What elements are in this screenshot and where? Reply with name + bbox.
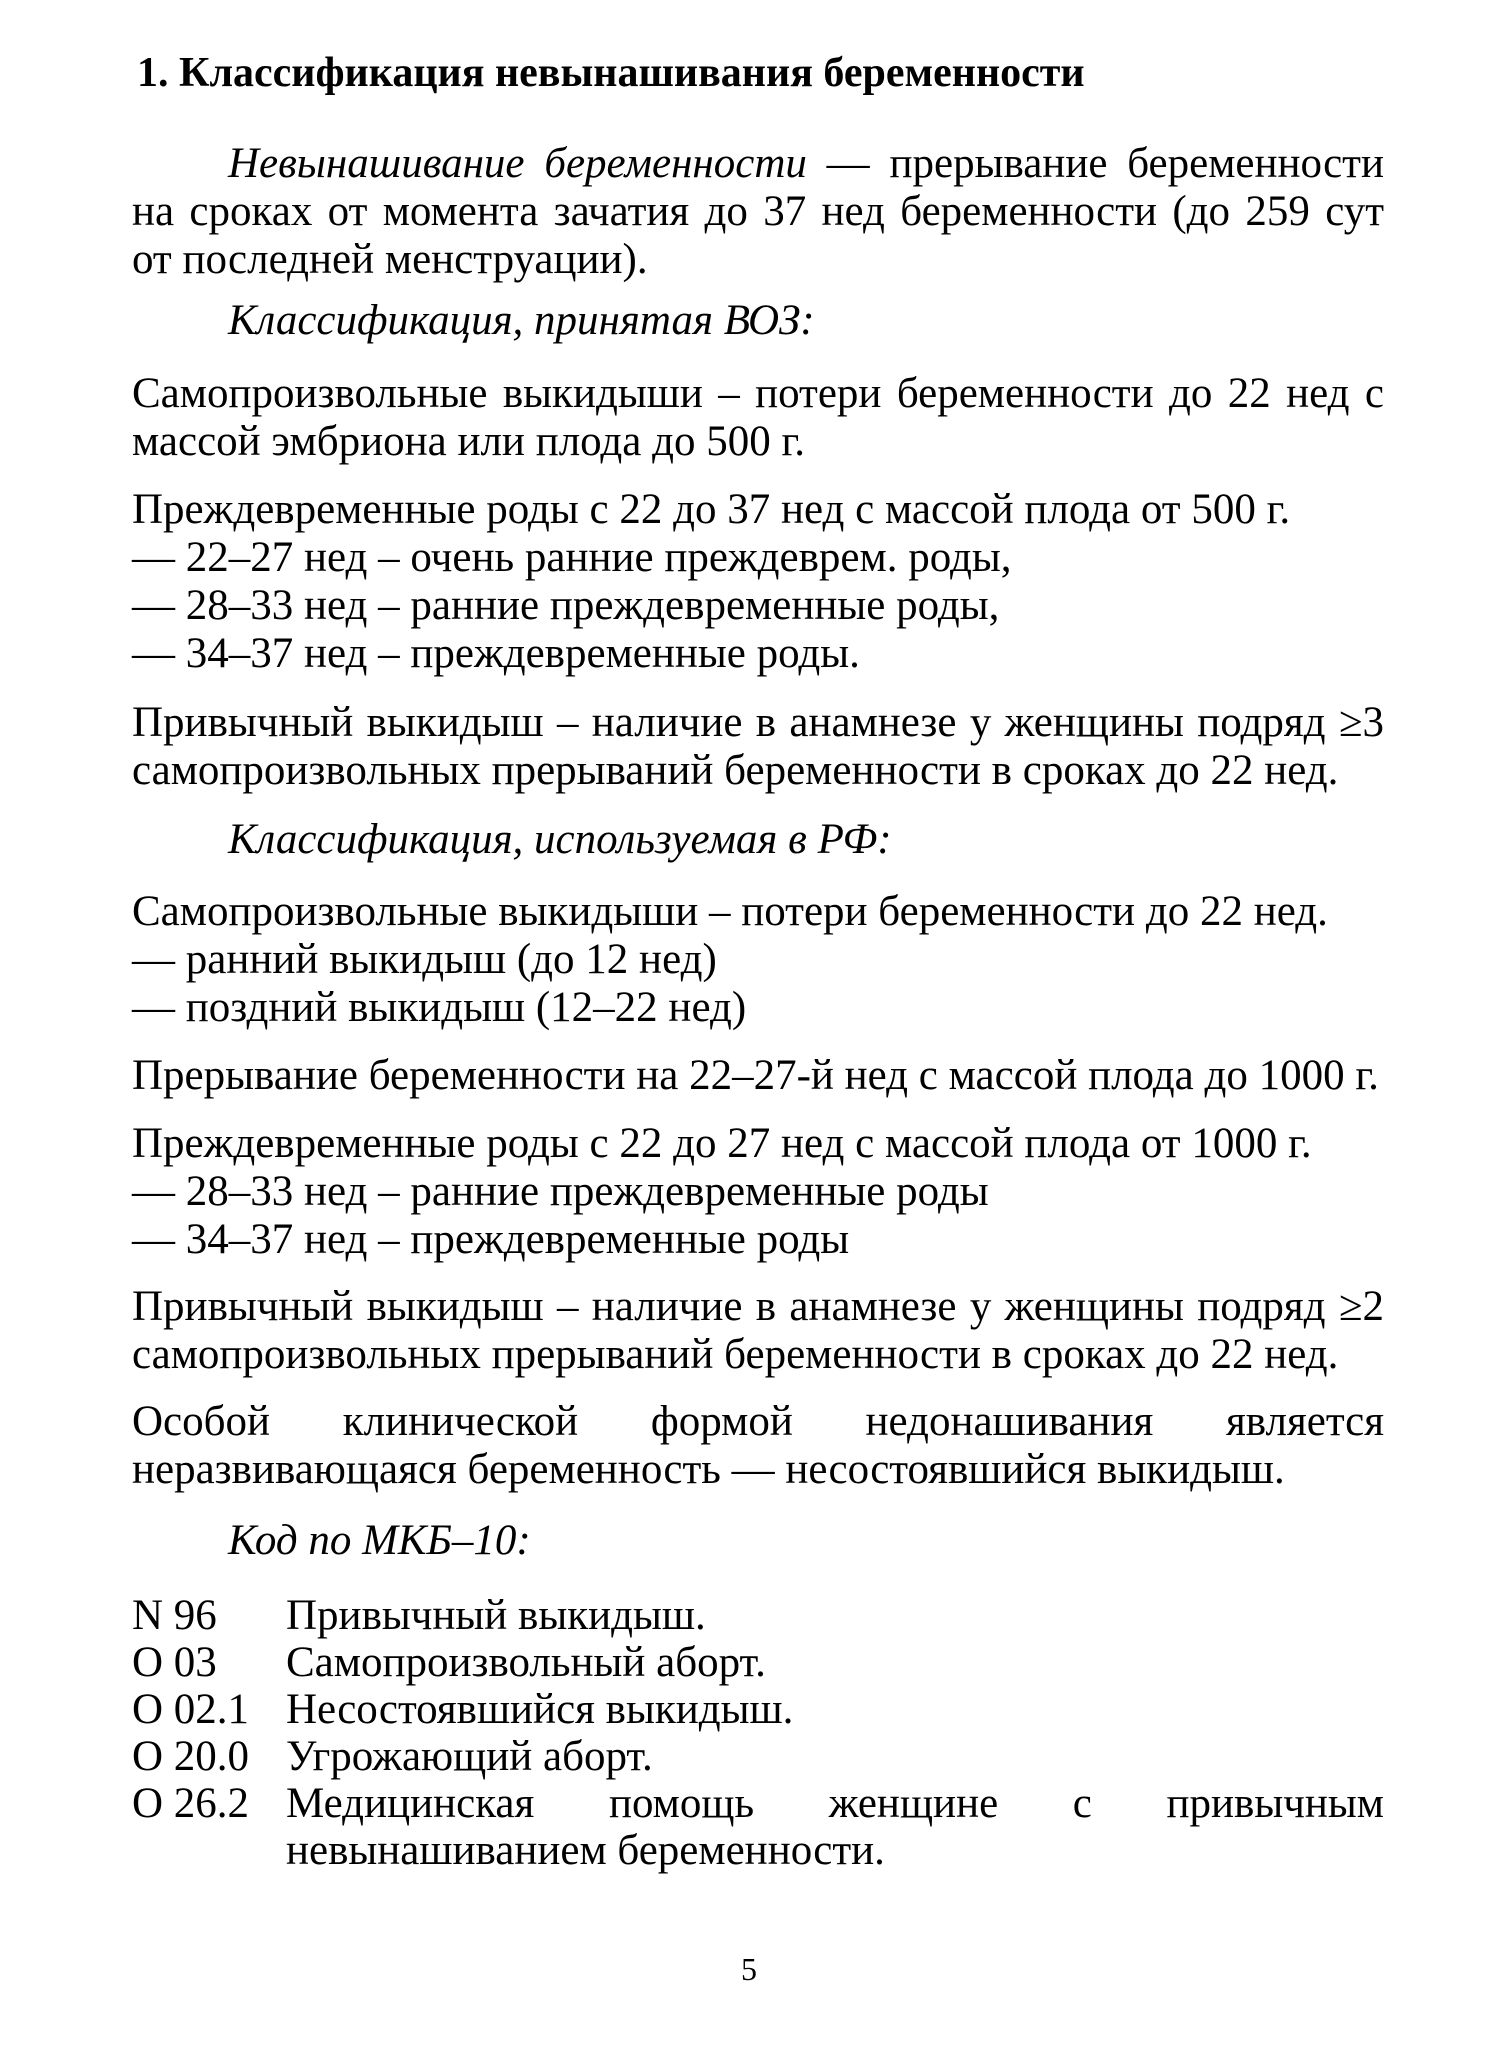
rf-spontaneous-line: — ранний выкидыш (до 12 нед): [132, 936, 717, 983]
rf-classification-title: Классификация, используемая в РФ:: [228, 816, 892, 863]
who-habitual-paragraph: [132, 699, 1384, 795]
special-form-paragraph: [132, 1398, 1384, 1494]
icd-code: N 96: [132, 1592, 217, 1639]
who-preterm-line: — 28–33 нед – ранние преждевременные роды,: [132, 582, 1000, 629]
icd-description: Несостоявшийся выкидыш.: [286, 1686, 794, 1733]
who-spontaneous-text: Самопроизвольные выкидыши – потери беременности до 22 нед с массой эмбриона или плода до 500 г.: [132, 370, 1384, 465]
rf-habitual-text: Привычный выкидыш – наличие в анамнезе у женщины подряд ≥2 самопроизвольных прерываний беременности в сроках до 22 нед.: [132, 1283, 1384, 1378]
section-heading: 1. Классификация невынашивания беременности: [137, 50, 1085, 96]
icd-description: Привычный выкидыш.: [286, 1592, 706, 1639]
rf-preterm-list: [132, 1120, 1384, 1264]
icd-description: Самопроизвольный аборт.: [286, 1639, 766, 1686]
rf-spontaneous-list: [132, 888, 1384, 1032]
definition-text: — прерывание беременности на сроках от момента зачатия до 37 нед беременности (до 259 сут от последней менструации).: [132, 140, 1384, 283]
definition-paragraph: [132, 140, 1384, 284]
rf-preterm-line: Преждевременные роды с 22 до 27 нед с массой плода от 1000 г.: [132, 1120, 1312, 1167]
icd-description: Угрожающий аборт.: [286, 1733, 653, 1780]
special-form-text: Особой клинической формой недонашивания является неразвивающаяся беременность — несостоявшийся выкидыш.: [132, 1398, 1384, 1493]
icd-code: O 26.2: [132, 1780, 250, 1827]
rf-habitual-paragraph: [132, 1283, 1384, 1379]
who-spontaneous-paragraph: [132, 370, 1384, 466]
rf-interruption-paragraph: [132, 1052, 1384, 1100]
who-preterm-line: — 34–37 нед – преждевременные роды.: [132, 630, 860, 677]
rf-spontaneous-line: Самопроизвольные выкидыши – потери беременности до 22 нед.: [132, 888, 1328, 935]
who-preterm-list: [132, 486, 1384, 678]
icd-code: O 20.0: [132, 1733, 250, 1780]
icd-code-row: [132, 1686, 1384, 1733]
rf-spontaneous-line: — поздний выкидыш (12–22 нед): [132, 984, 747, 1031]
icd-description: Медицинская помощь женщине с привычным невынашиванием беременности.: [286, 1780, 1384, 1874]
who-preterm-line: — 22–27 нед – очень ранние преждеврем. роды,: [132, 534, 1012, 581]
who-habitual-text: Привычный выкидыш – наличие в анамнезе у женщины подряд ≥3 самопроизвольных прерываний беременности в сроках до 22 нед.: [132, 699, 1384, 794]
who-preterm-line: Преждевременные роды с 22 до 37 нед с массой плода от 500 г.: [132, 486, 1291, 533]
rf-preterm-line: — 34–37 нед – преждевременные роды: [132, 1216, 850, 1263]
who-classification-title: Классификация, принятая ВОЗ:: [228, 297, 815, 344]
icd-code-row: [132, 1780, 1384, 1874]
icd-code-row: [132, 1733, 1384, 1780]
definition-term: Невынашивание беременности: [228, 140, 807, 187]
rf-preterm-line: — 28–33 нед – ранние преждевременные роды: [132, 1168, 989, 1215]
icd-code-row: [132, 1639, 1384, 1686]
icd-code: O 03: [132, 1639, 217, 1686]
rf-interruption-text: Прерывание беременности на 22–27-й нед с массой плода до 1000 г.: [132, 1052, 1379, 1099]
icd-title: Код по МКБ–10:: [228, 1517, 531, 1564]
icd-code-list: [132, 1592, 1384, 1874]
icd-code: O 02.1: [132, 1686, 250, 1733]
icd-code-row: [132, 1592, 1384, 1639]
page-number: 5: [741, 1951, 757, 1987]
